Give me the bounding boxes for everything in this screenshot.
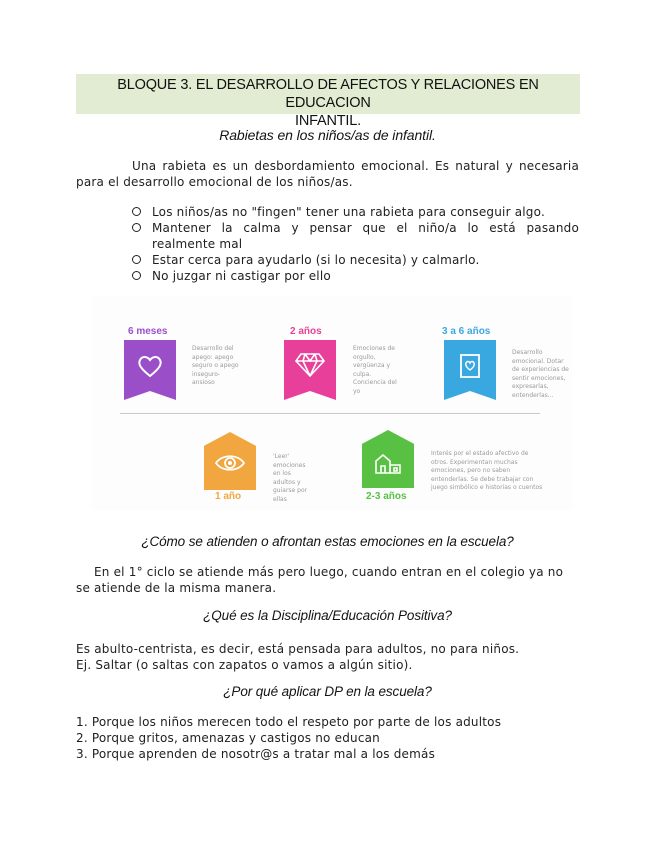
caption-6-meses: Desarrollo del apego: apego seguro o apego inseguro-ansioso (192, 345, 239, 386)
house-icon (373, 451, 403, 475)
list-item: 1. Porque los niños merecen todo el respeto por parte de los adultos (76, 715, 502, 729)
page-title (76, 76, 580, 130)
eye-icon (214, 452, 246, 474)
timeline-divider (120, 413, 540, 414)
age-label: 3 a 6 años (442, 326, 491, 337)
list-item: 3. Porque aprenden de nosotr@s a tratar mal a los demás (76, 747, 436, 761)
caption-3-6-anos: Desarrollo emocional. Dotar de experiencias de sentir emociones, expresarlas, entenderlas... (512, 349, 569, 399)
title-line-1: BLOQUE 3. EL DESARROLLO DE AFECTOS Y RELACIONES EN EDUCACION (117, 77, 539, 111)
section-heading-dp: ¿Por qué aplicar DP en la escuela? (223, 684, 432, 699)
age-label: 6 meses (128, 326, 168, 337)
escuela-paragraph: En el 1° ciclo se atiende más pero luego, cuando entran en el colegio ya no se atiende de la misma manera. (76, 565, 564, 595)
diamond-icon (295, 352, 325, 378)
title-line-2: INFANTIL. (295, 113, 361, 129)
caption-2-anos: Emociones de orgullo, vergüenza y culpa. Conciencia del yo (353, 345, 397, 395)
age-label: 1 año (215, 491, 242, 502)
caption-1-ano: 'Leer' emociones en los adultos y guiarse por ellas (273, 453, 308, 503)
age-label: 2 años (290, 326, 322, 337)
card-icon (459, 353, 481, 379)
caption-2-3-anos: Interés por el estado afectivo de otros. Experimentan muchas emociones, pero no saben entenderlas. Se debe trabajar con juego simbólico e historias o cuentos (431, 450, 543, 491)
circle-bullet-icon (132, 271, 141, 280)
heart-icon (136, 352, 164, 380)
rabietas-paragraph: Una rabieta es un desbordamiento emocional. Es natural y necesaria para el desarrollo emocional de los niños/as. (76, 159, 579, 189)
circle-bullet-icon (132, 255, 141, 264)
age-label: 2-3 años (366, 491, 407, 502)
list-item: 2. Porque gritos, amenazas y castigos no educan (76, 731, 380, 745)
circle-bullet-icon (132, 207, 141, 216)
dp-numbered-list (76, 714, 596, 762)
list-item: No juzgar ni castigar por ello (130, 268, 579, 284)
disciplina-line-1: Es abulto-centrista, es decir, está pensada para adultos, no para niños. (76, 642, 520, 656)
list-item: Mantener la calma y pensar que el niño/a lo está pasando realmente mal (130, 220, 579, 252)
section-heading-disciplina: ¿Qué es la Disciplina/Educación Positiva? (203, 608, 452, 623)
section-heading-escuela: ¿Cómo se atienden o afrontan estas emociones en la escuela? (141, 534, 514, 549)
list-item: Estar cerca para ayudarlo (si lo necesita) y calmarlo. (130, 252, 579, 268)
list-item: Los niños/as no "fingen" tener una rabieta para conseguir algo. (130, 204, 579, 220)
disciplina-line-2: Ej. Saltar (o saltas con zapatos o vamos a algún sitio). (76, 658, 413, 672)
section-heading-rabietas: Rabietas en los niños/as de infantil. (219, 127, 436, 143)
circle-bullet-icon (132, 223, 141, 232)
rabietas-bullet-list (130, 204, 579, 284)
